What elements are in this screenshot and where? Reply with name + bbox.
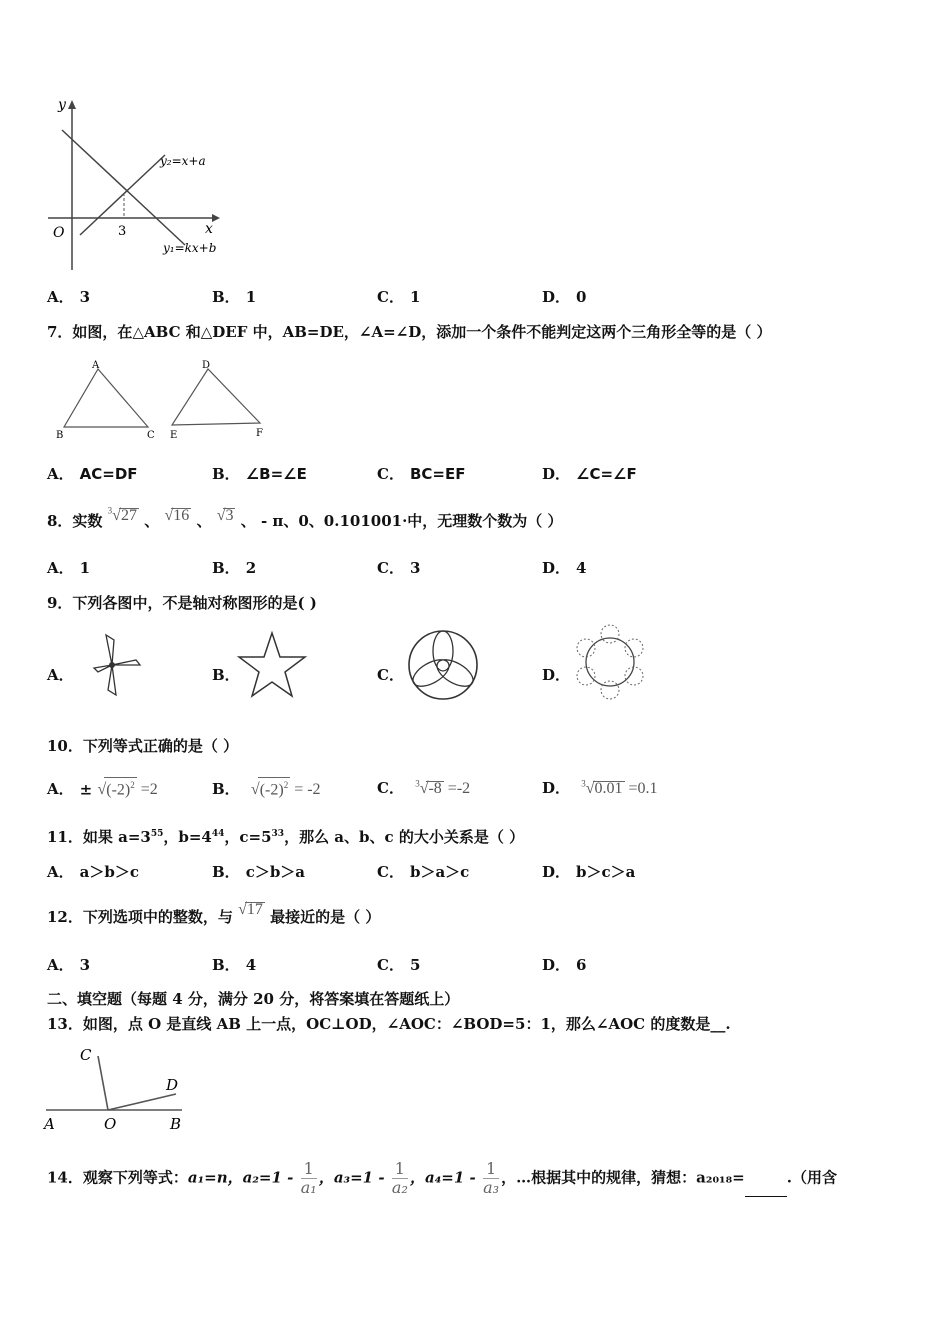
pinwheel-figure <box>92 630 152 702</box>
q9-option-c: C． <box>377 666 404 684</box>
q10-stem: 10．下列等式正确的是（ ） <box>47 737 239 755</box>
tick-3-label: 3 <box>118 224 127 239</box>
svg-text:A: A <box>44 1115 55 1133</box>
svg-text:O: O <box>104 1115 117 1133</box>
q6-option-b: B． 1 <box>212 288 257 306</box>
q11-option-b: B． c＞b＞a <box>212 863 306 881</box>
q6-option-d: D． 0 <box>542 288 587 306</box>
q10-option-a: A． ± $√(-2)^2 =2$ <box>47 777 158 799</box>
q12-stem: 12．下列选项中的整数，与 √17 最接近的是（ ） <box>47 901 381 926</box>
q11-stem: 11．如果 $a=3^{55}$，$b=4^{44}$，$c=5^{33}$，那么 a、b、c 的大小关系是（ ） <box>47 828 525 846</box>
q7-option-d: D． ∠C=∠F <box>542 465 637 483</box>
svg-text:F: F <box>256 428 263 439</box>
q13-stem: 13．如图，点 O 是直线 AB 上一点，OC⊥OD，∠AOC：∠BOD=5：1，那么∠AOC 的度数是__. <box>47 1015 731 1033</box>
q9-option-d: D． <box>542 666 571 684</box>
q10-option-d: D． $^3$√0.01 =0.1 <box>542 778 658 797</box>
q6-option-a: A． 3 <box>47 288 91 306</box>
svg-text:A: A <box>92 360 100 371</box>
origin-label: O <box>53 225 65 241</box>
svg-text:B: B <box>170 1115 182 1133</box>
line1-label: y₁=kx+b <box>163 241 217 255</box>
svg-text:D: D <box>166 1076 179 1094</box>
q9-option-a: A． <box>47 666 74 684</box>
q7-option-c: C． BC=EF <box>377 465 466 483</box>
x-axis-label: x <box>205 221 213 237</box>
q7-stem: 7．如图，在△ABC 和△DEF 中，AB=DE，∠A=∠D，添加一个条件不能判定这两个三角形全等的是（ ） <box>47 323 772 341</box>
line2-label: y₂=x+a <box>160 154 206 168</box>
q8-option-a: A． 1 <box>47 559 91 577</box>
svg-text:B: B <box>56 430 64 441</box>
q10-option-c: C． $^3$√-8 =-2 <box>377 778 471 797</box>
q12-option-a: A． 3 <box>47 956 91 974</box>
q9-stem: 9．下列各图中，不是轴对称图形的是( ) <box>47 594 317 612</box>
q11-option-a: A． a＞b＞c <box>47 863 139 881</box>
figure-q6-graph <box>40 95 230 275</box>
q10-option-b: B． $√(-2)^2 = -2$ <box>212 777 321 799</box>
q7-option-b: B． ∠B=∠E <box>212 465 307 483</box>
q14-answer-blank <box>745 1182 787 1197</box>
figure-q13-lines <box>40 1040 200 1135</box>
q6-option-c: C． 1 <box>377 288 421 306</box>
q12-option-d: D． 6 <box>542 956 587 974</box>
q8-option-b: B． 2 <box>212 559 257 577</box>
y-axis-label: y <box>58 97 66 113</box>
q9-option-b: B． <box>212 666 240 684</box>
figure-q7-triangles <box>50 357 280 447</box>
q7-option-a: A． AC=DF <box>47 465 138 483</box>
q11-option-d: D． b＞c＞a <box>542 863 636 881</box>
flower-figure <box>570 624 650 700</box>
q8-stem: 8．实数 $^3$√27 、 √16 、 √3 、 - π、0、0.101001·中，无理数个数为（ ） <box>47 505 563 530</box>
star-figure <box>236 630 308 700</box>
q11-option-c: C． b＞a＞c <box>377 863 470 881</box>
svg-text:E: E <box>170 430 178 441</box>
q8-option-d: D． 4 <box>542 559 587 577</box>
svg-text:D: D <box>202 360 211 371</box>
circle-trefoil-figure <box>405 627 481 703</box>
svg-text:C: C <box>80 1046 92 1064</box>
q12-option-b: B． 4 <box>212 956 257 974</box>
section-heading-fill-in: 二、填空题（每题 4 分，满分 20 分，将答案填在答题纸上） <box>47 990 460 1008</box>
q12-option-c: C． 5 <box>377 956 421 974</box>
svg-text:C: C <box>147 430 155 441</box>
q8-option-c: C． 3 <box>377 559 421 577</box>
q14-stem: 14．观察下列等式：a₁=n，a₂=1 - $\frac{1}{\text{a₁}}$ ，a₃=1 - $\frac{1}{\text{a₂}}$ ，a₄=1 - $\frac{1}{\text{a₃}}$ ，…根据其中的规律，猜想：a₂₀₁₈= .（用含 <box>47 1159 837 1197</box>
